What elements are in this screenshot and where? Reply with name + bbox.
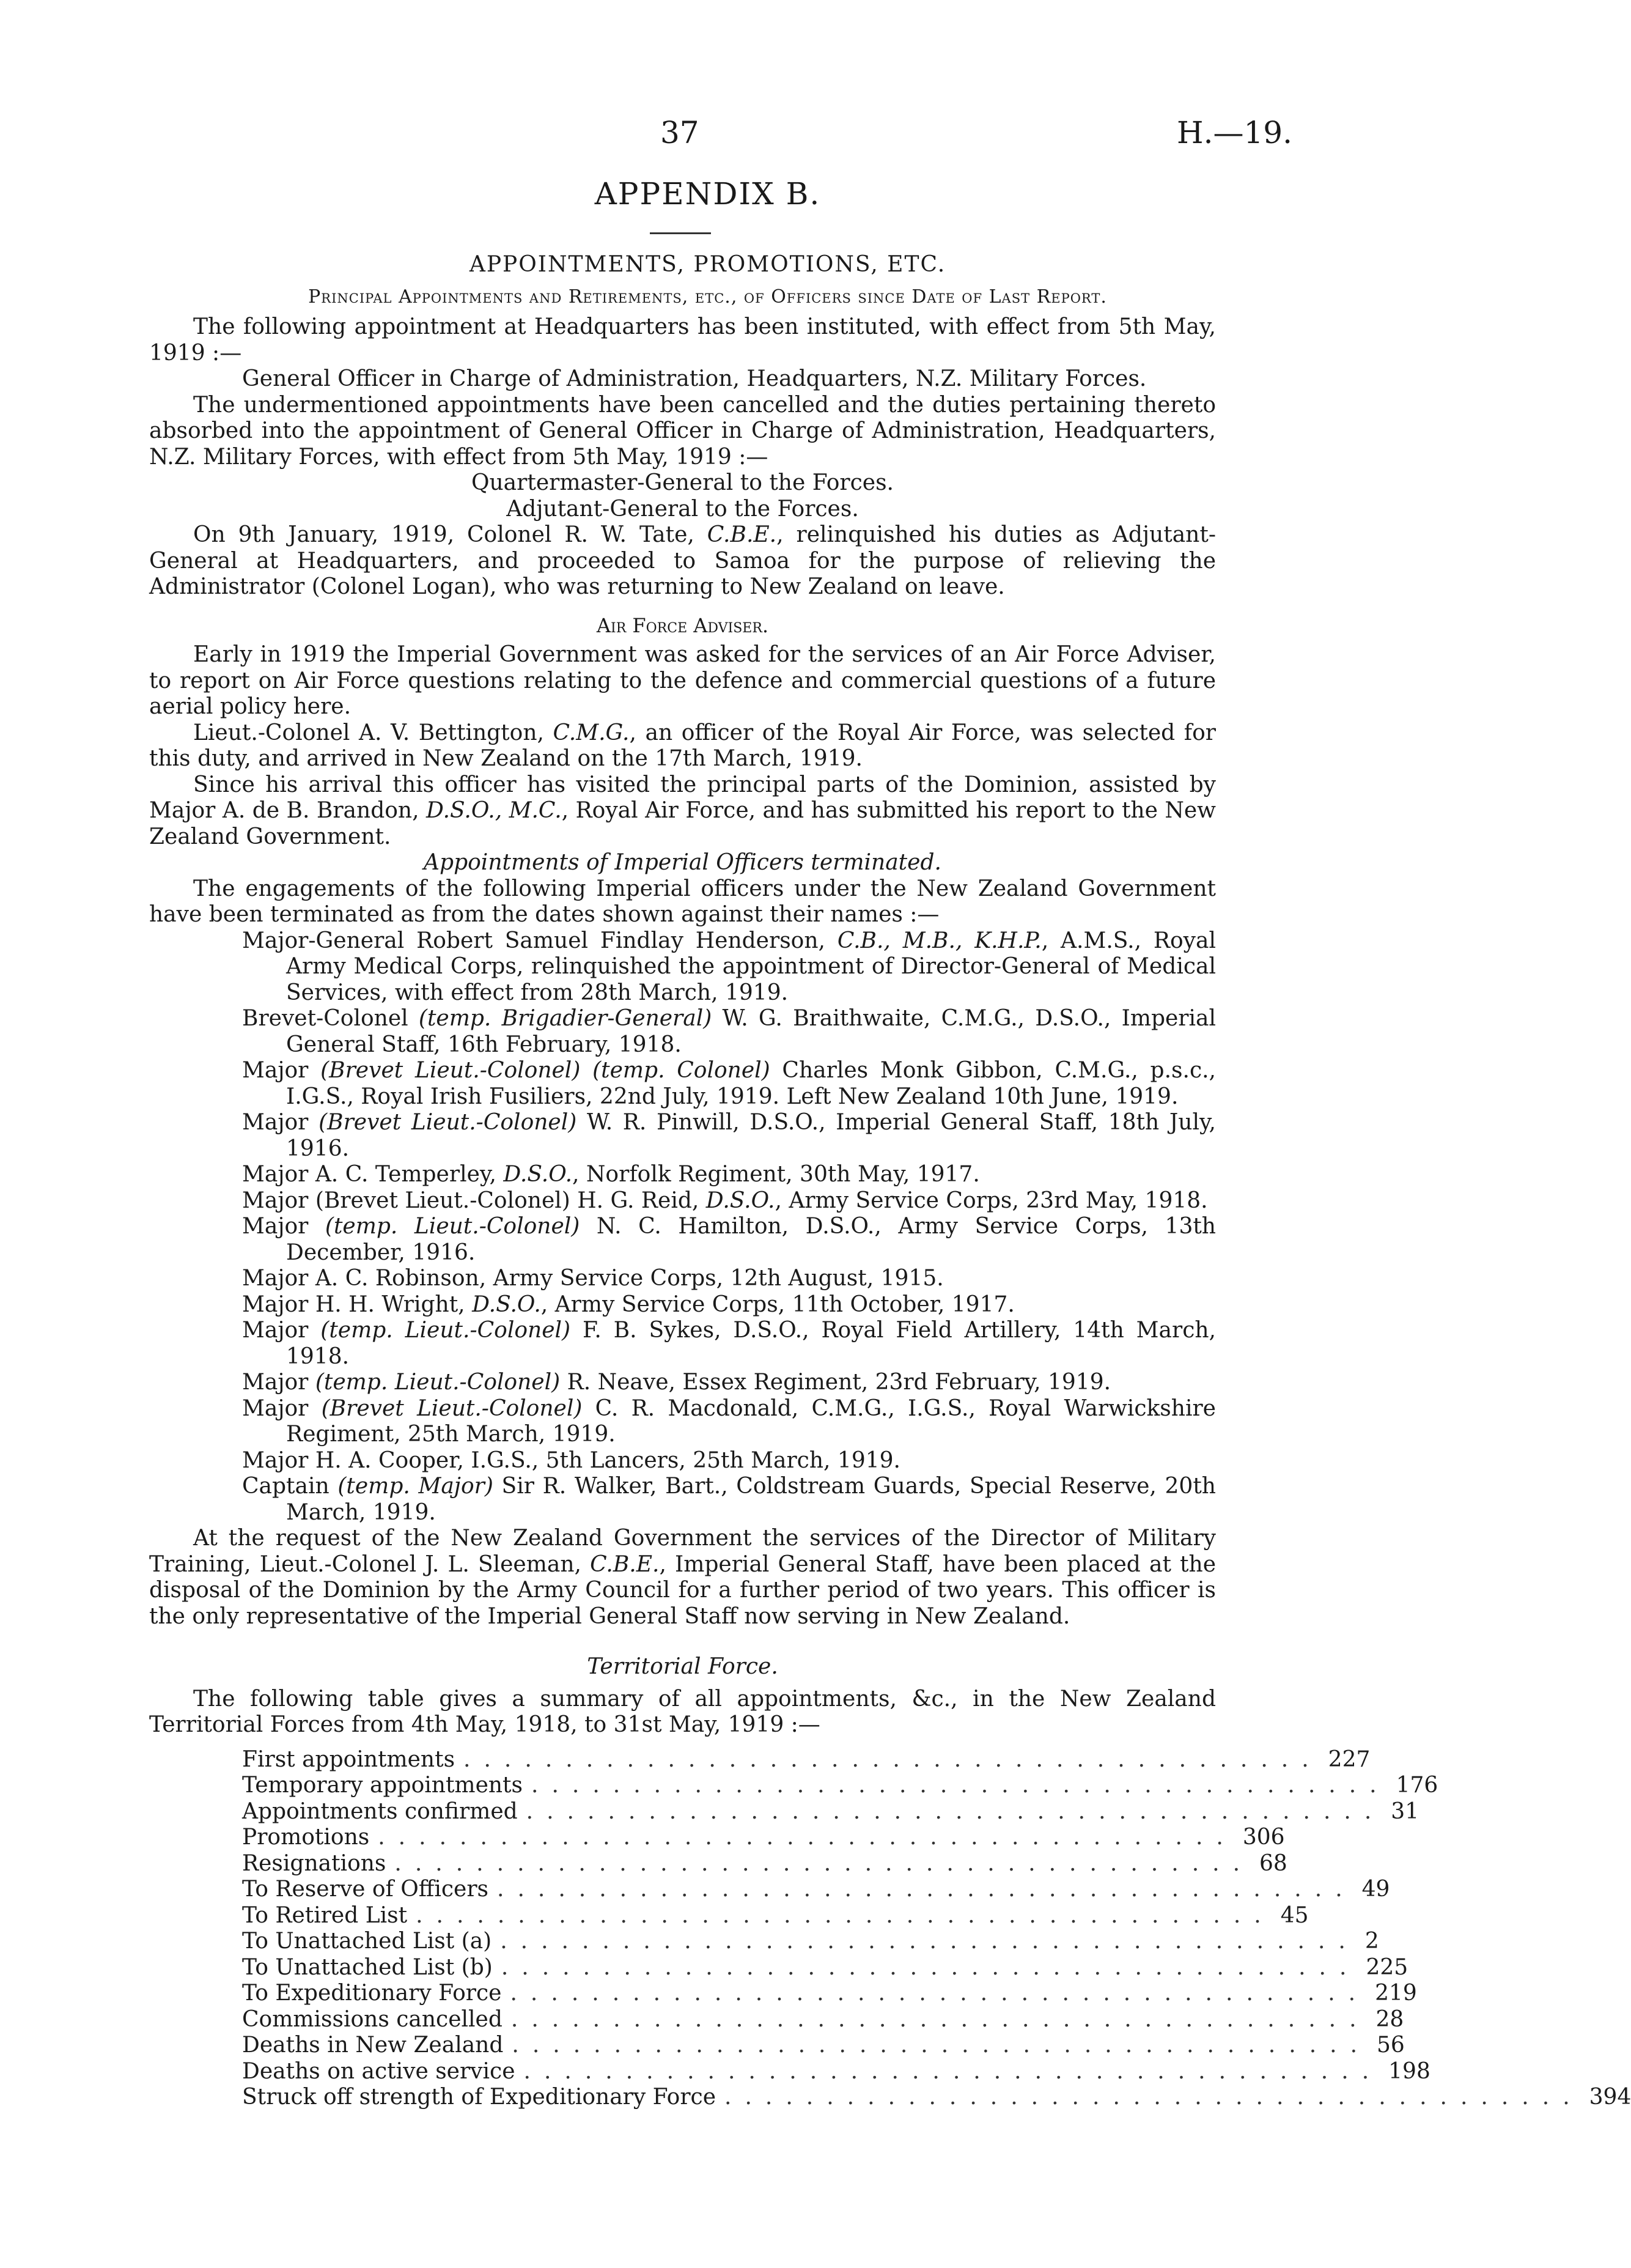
- list-item: Major (Brevet Lieut.-Colonel) W. R. Pinwill, D.S.O., Imperial General Staff, 18th July, 1916.: [242, 1110, 1216, 1161]
- intro-paragraph-3: On 9th January, 1919, Colonel R. W. Tate, C.B.E., relinquished his duties as Adjutant-General at Headquarters, and proceeded to Samoa for the purpose of relieving the Administrator (Colonel Logan), who was returning to New Zealand on leave.: [149, 522, 1216, 599]
- intro-paragraph-1: The following appointment at Headquarters has been instituted, with effect from 5th May, 1919 :—: [149, 314, 1216, 366]
- page-header: [0, 115, 1415, 158]
- table-row: Appointments confirmed .......................................... 31: [242, 1798, 1419, 1824]
- list-item: Brevet-Colonel (temp. Brigadier-General) W. G. Braithwaite, C.M.G., D.S.O., Imperial General Staff, 16th February, 1918.: [242, 1006, 1216, 1057]
- intro-paragraph-2: The undermentioned appointments have been cancelled and the duties pertaining thereto absorbed into the appointment of General Officer in Charge of Administration, Headquarters, N.Z. Military Forces, with effect from 5th May, 1919 :—: [149, 392, 1216, 470]
- section-title: APPOINTMENTS, PROMOTIONS, ETC.: [469, 252, 946, 277]
- table-row: To Unattached List (a) .......................................... 2: [242, 1929, 1379, 1954]
- list-item: Captain (temp. Major) Sir R. Walker, Bart., Coldstream Guards, Special Reserve, 20th March, 1919.: [242, 1474, 1216, 1525]
- cancelled-appointment-2: Adjutant-General to the Forces.: [506, 496, 859, 522]
- document-body: [149, 314, 1631, 2111]
- title-divider: [650, 232, 711, 234]
- imperial-officer-list: [242, 928, 1216, 1526]
- air-force-paragraph-3: Since his arrival this officer has visited the principal parts of the Dominion, assisted by Major A. de B. Brandon, D.S.O., M.C., Royal Air Force, and has submitted his report to the New Zealand Government.: [149, 772, 1216, 849]
- list-item: Major A. C. Robinson, Army Service Corps, 12th August, 1915.: [242, 1266, 944, 1291]
- table-row: To Unattached List (b) .......................................... 225: [242, 1954, 1408, 1980]
- list-item: Major (temp. Lieut.-Colonel) N. C. Hamilton, D.S.O., Army Service Corps, 13th December, 1916.: [242, 1214, 1216, 1265]
- table-row: To Expeditionary Force .......................................... 219: [242, 1981, 1417, 2006]
- air-force-paragraph-1: Early in 1919 the Imperial Government was asked for the services of an Air Force Adviser, to report on Air Force questions relating to the defence and commercial questions of a future aerial policy here.: [149, 642, 1216, 719]
- table-row: Promotions .......................................... 306: [242, 1825, 1285, 1850]
- table-row: Deaths on active service .......................................... 198: [242, 2058, 1430, 2084]
- list-item: Major A. C. Temperley, D.S.O., Norfolk Regiment, 30th May, 1917.: [242, 1162, 980, 1187]
- list-item: Major (Brevet Lieut.-Colonel) C. R. Macdonald, C.M.G., I.G.S., Royal Warwickshire Regiment, 25th March, 1919.: [242, 1395, 1216, 1447]
- table-row: Struck off strength of Expeditionary Force .......................................... 394: [242, 2085, 1631, 2110]
- air-force-paragraph-2: Lieut.-Colonel A. V. Bettington, C.M.G., an officer of the Royal Air Force, was selected for this duty, and arrived in New Zealand on the 17th March, 1919.: [149, 720, 1216, 771]
- page-number: 37: [660, 115, 699, 150]
- air-force-heading: Air Force Adviser.: [596, 613, 769, 637]
- table-row: To Retired List .......................................... 45: [242, 1902, 1309, 1928]
- list-item: Major (Brevet Lieut.-Colonel) H. G. Reid, D.S.O., Army Service Corps, 23rd May, 1918.: [242, 1188, 1208, 1213]
- imperial-officers-heading: Appointments of Imperial Officers terminated.: [424, 850, 941, 875]
- table-row: Commissions cancelled .......................................... 28: [242, 2006, 1404, 2032]
- territorial-intro: The following table gives a summary of all appointments, &c., in the New Zealand Territorial Forces from 4th May, 1918, to 31st May, 1919 :—: [149, 1686, 1216, 1737]
- cancelled-appointment-1: Quartermaster-General to the Forces.: [471, 470, 894, 495]
- table-row: Deaths in New Zealand .......................................... 56: [242, 2033, 1405, 2058]
- list-item: Major (Brevet Lieut.-Colonel) (temp. Colonel) Charles Monk Gibbon, C.M.G., p.s.c., I.G.S., Royal Irish Fusiliers, 22nd July, 1919. Left New Zealand 10th June, 1919.: [242, 1058, 1216, 1109]
- intro-item: General Officer in Charge of Administration, Headquarters, N.Z. Military Forces.: [242, 366, 1147, 391]
- table-row: Temporary appointments .......................................... 176: [242, 1773, 1438, 1798]
- list-item: Major (temp. Lieut.-Colonel) F. B. Sykes, D.S.O., Royal Field Artillery, 14th March, 1918.: [242, 1318, 1216, 1369]
- list-item: Major-General Robert Samuel Findlay Henderson, C.B., M.B., K.H.P., A.M.S., Royal Army Medical Corps, relinquished the appointment of Director-General of Medical Services, with effect from 28th March, 1919.: [242, 928, 1216, 1005]
- sub-title: Principal Appointments and Retirements, etc., of Officers since Date of Last Report.: [308, 286, 1107, 308]
- table-row: First appointments .......................................... 227: [242, 1746, 1371, 1772]
- list-item: Major H. H. Wright, D.S.O., Army Service Corps, 11th October, 1917.: [242, 1291, 1015, 1317]
- territorial-summary-table: [242, 1746, 1631, 2111]
- imperial-closing-paragraph: At the request of the New Zealand Government the services of the Director of Military Training, Lieut.-Colonel J. L. Sleeman, C.B.E., Imperial General Staff, have been placed at the disposal of the Dominion by the Army Council for a further period of two years. This officer is the only representative of the Imperial General Staff now serving in New Zealand.: [149, 1526, 1216, 1629]
- table-row: Resignations .......................................... 68: [242, 1850, 1287, 1876]
- document-code: H.—19.: [1177, 115, 1293, 150]
- list-item: Major (temp. Lieut.-Colonel) R. Neave, Essex Regiment, 23rd February, 1919.: [242, 1370, 1111, 1395]
- imperial-intro: The engagements of the following Imperial officers under the New Zealand Government have been terminated as from the dates shown against their names :—: [149, 876, 1216, 927]
- appendix-title: APPENDIX B.: [594, 176, 821, 212]
- territorial-heading: Territorial Force.: [587, 1654, 778, 1679]
- table-row: To Reserve of Officers .......................................... 49: [242, 1877, 1390, 1902]
- list-item: Major H. A. Cooper, I.G.S., 5th Lancers, 25th March, 1919.: [242, 1447, 900, 1473]
